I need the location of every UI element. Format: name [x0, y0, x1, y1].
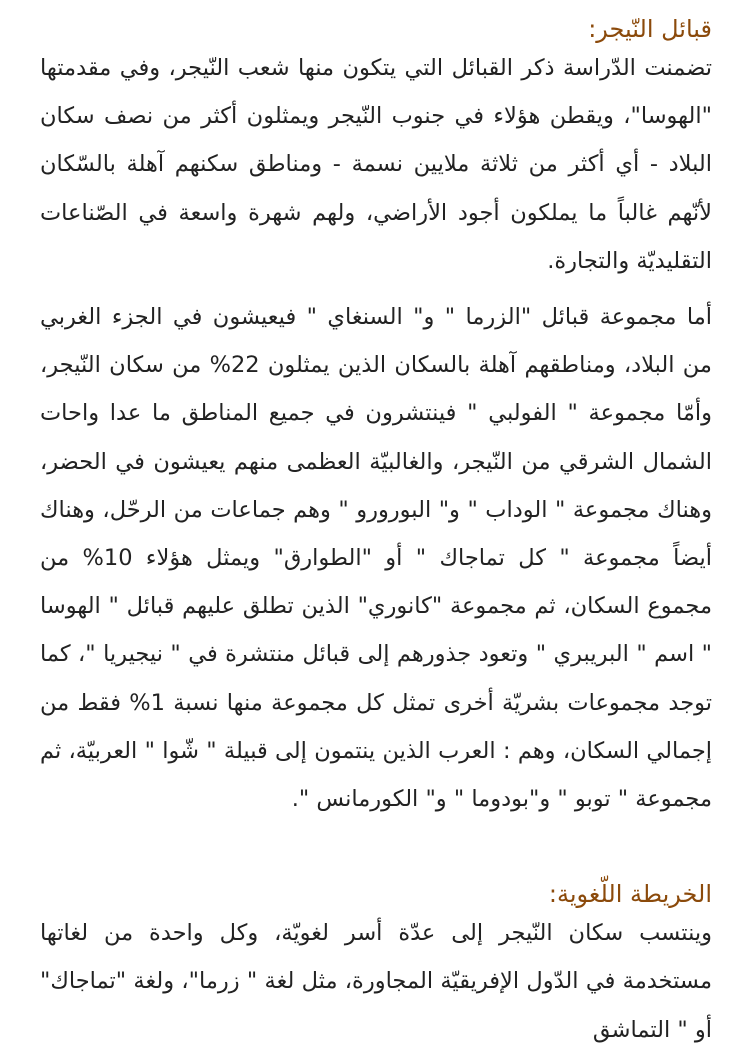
- tribes-paragraph-other-groups: أما مجموعة قبائل "الزرما " و" السنغاي " فيعيشون في الجزء الغربي من البلاد، ومناطقهم آهلة بالسكان الذين يمثلون 22% من سكان النّيجر، وأمّا مجموعة " الفولبي " فينتشرون في جميع المناطق ما عدا واحات الشمال الشرقي من النّيجر، والغالبيّة العظمى منهم يعيشون في الحضر، وهناك مجموعة " الوداب " و" البورورو " وهم جماعات من الرحّل، وهناك أيضاً مجموعة " كل تماجاك " أو "الطوارق" ويمثل هؤلاء 10% من مجموع السكان، ثم مجموعة "كانوري" الذين تطلق عليهم قبائل " الهوسا " اسم " البريبري " وتعود جذورهم إلى قبائل منتشرة في " نيجيريا "، كما توجد مجموعات بشريّة أخرى تمثل كل مجموعة منها نسبة 1% فقط من إجمالي السكان، وهم : العرب الذين ينتمون إلى قبيلة " شّوا " العربيّة، ثم مجموعة " توبو " و"بودوما " و" الكورمانس ".: [40, 304, 712, 813]
- linguistic-map-paragraph: وينتسب سكان النّيجر إلى عدّة أسر لغويّة، وكل واحدة من لغاتها مستخدمة في الدّول الإفريقيّة المجاورة، مثل لغة " زرما"، ولغة "تماجاك" أو " التماشق: [40, 920, 712, 1043]
- section-heading-linguistic-map: الخريطة اللّغوية:: [548, 880, 712, 909]
- tribes-paragraph-hausa: تضمنت الدّراسة ذكر القبائل التي يتكون منها شعب النّيجر، وفي مقدمتها "الهوسا"، ويقطن هؤلاء في جنوب النّيجر ويمثلون أكثر من نصف سكان البلاد - أي أكثر من ثلاثة ملايين نسمة - ومناطق سكنهم آهلة بالسّكان لأنّهم غالباً ما يملكون أجود الأراضي، ولهم شهرة واسعة في الصّناعات التقليديّة والتجارة.: [40, 55, 712, 274]
- section-heading-tribes: قبائل النّيجر:: [588, 15, 712, 43]
